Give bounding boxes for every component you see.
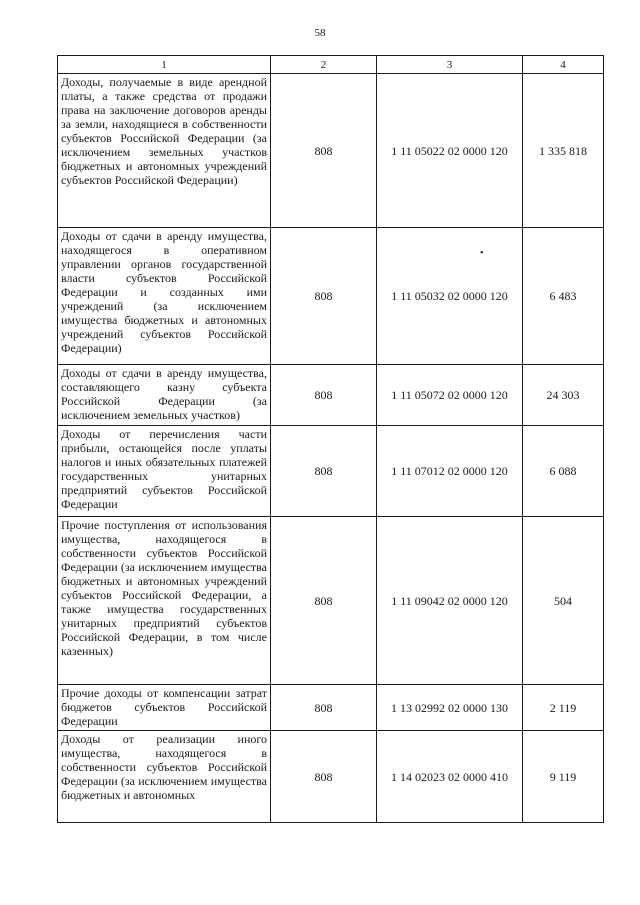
row-budget-code: 1 13 02992 02 0000 130 <box>377 685 523 731</box>
table-header-row <box>58 56 604 74</box>
column-header-3: 3 <box>377 56 523 74</box>
table-row <box>58 74 604 228</box>
row-description: Доходы от перечисления части прибыли, остающейся после уплаты налогов и иных обязательных платежей государственных унитарных предприятий субъектов Российской Федерации <box>58 426 271 517</box>
row-amount: 9 119 <box>523 731 604 823</box>
row-description: Доходы от сдачи в аренду имущества, находящегося в оперативном управлении органов государственной власти субъектов Российской Федерации и созданных ими учреждений (за исключением имущества бюджетных и автономных учреждений субъектов Российской Федерации) <box>58 228 271 365</box>
row-amount: 6 088 <box>523 426 604 517</box>
row-description: Доходы, получаемые в виде арендной платы, а также средства от продажи права на заключение договоров аренды за земли, находящиеся в собственности субъектов Российской Федерации (за исключением земельных участков бюджетных и автономных учреждений субъектов Российской Федерации) <box>58 74 271 228</box>
row-admin-code: 808 <box>271 365 377 426</box>
stray-mark: • <box>480 248 484 259</box>
column-header-4: 4 <box>523 56 604 74</box>
row-admin-code: 808 <box>271 731 377 823</box>
row-admin-code: 808 <box>271 228 377 365</box>
row-budget-code: 1 11 09042 02 0000 120 <box>377 517 523 685</box>
row-budget-code: 1 11 07012 02 0000 120 <box>377 426 523 517</box>
revenue-table <box>57 55 604 823</box>
row-budget-code: 1 11 05022 02 0000 120 <box>377 74 523 228</box>
row-admin-code: 808 <box>271 426 377 517</box>
row-amount: 2 119 <box>523 685 604 731</box>
row-admin-code: 808 <box>271 517 377 685</box>
table-row <box>58 426 604 517</box>
table-row <box>58 517 604 685</box>
row-admin-code: 808 <box>271 685 377 731</box>
row-amount: 504 <box>523 517 604 685</box>
row-budget-code: 1 11 05032 02 0000 120 <box>377 228 523 365</box>
row-budget-code: 1 14 02023 02 0000 410 <box>377 731 523 823</box>
row-budget-code: 1 11 05072 02 0000 120 <box>377 365 523 426</box>
table-row <box>58 685 604 731</box>
column-header-2: 2 <box>271 56 377 74</box>
row-amount: 24 303 <box>523 365 604 426</box>
table-row <box>58 731 604 823</box>
table-row <box>58 228 604 365</box>
row-admin-code: 808 <box>271 74 377 228</box>
row-amount: 1 335 818 <box>523 74 604 228</box>
row-amount: 6 483 <box>523 228 604 365</box>
table-row <box>58 365 604 426</box>
row-description: Прочие поступления от использования имущества, находящегося в собственности субъектов Российской Федерации (за исключением имущества бюджетных и автономных учреждений субъектов Российской Федерации, а также имущества государственных унитарных предприятий субъектов Российской Федерации, в том числе казенных) <box>58 517 271 685</box>
page-number: 58 <box>314 27 326 39</box>
row-description: Доходы от реализации иного имущества, находящегося в собственности субъектов Российской Федерации (за исключением имущества бюджетных и автономных <box>58 731 271 823</box>
column-header-1: 1 <box>58 56 271 74</box>
row-description: Доходы от сдачи в аренду имущества, составляющего казну субъекта Российской Федерации (за исключением земельных участков) <box>58 365 271 426</box>
row-description: Прочие доходы от компенсации затрат бюджетов субъектов Российской Федерации <box>58 685 271 731</box>
